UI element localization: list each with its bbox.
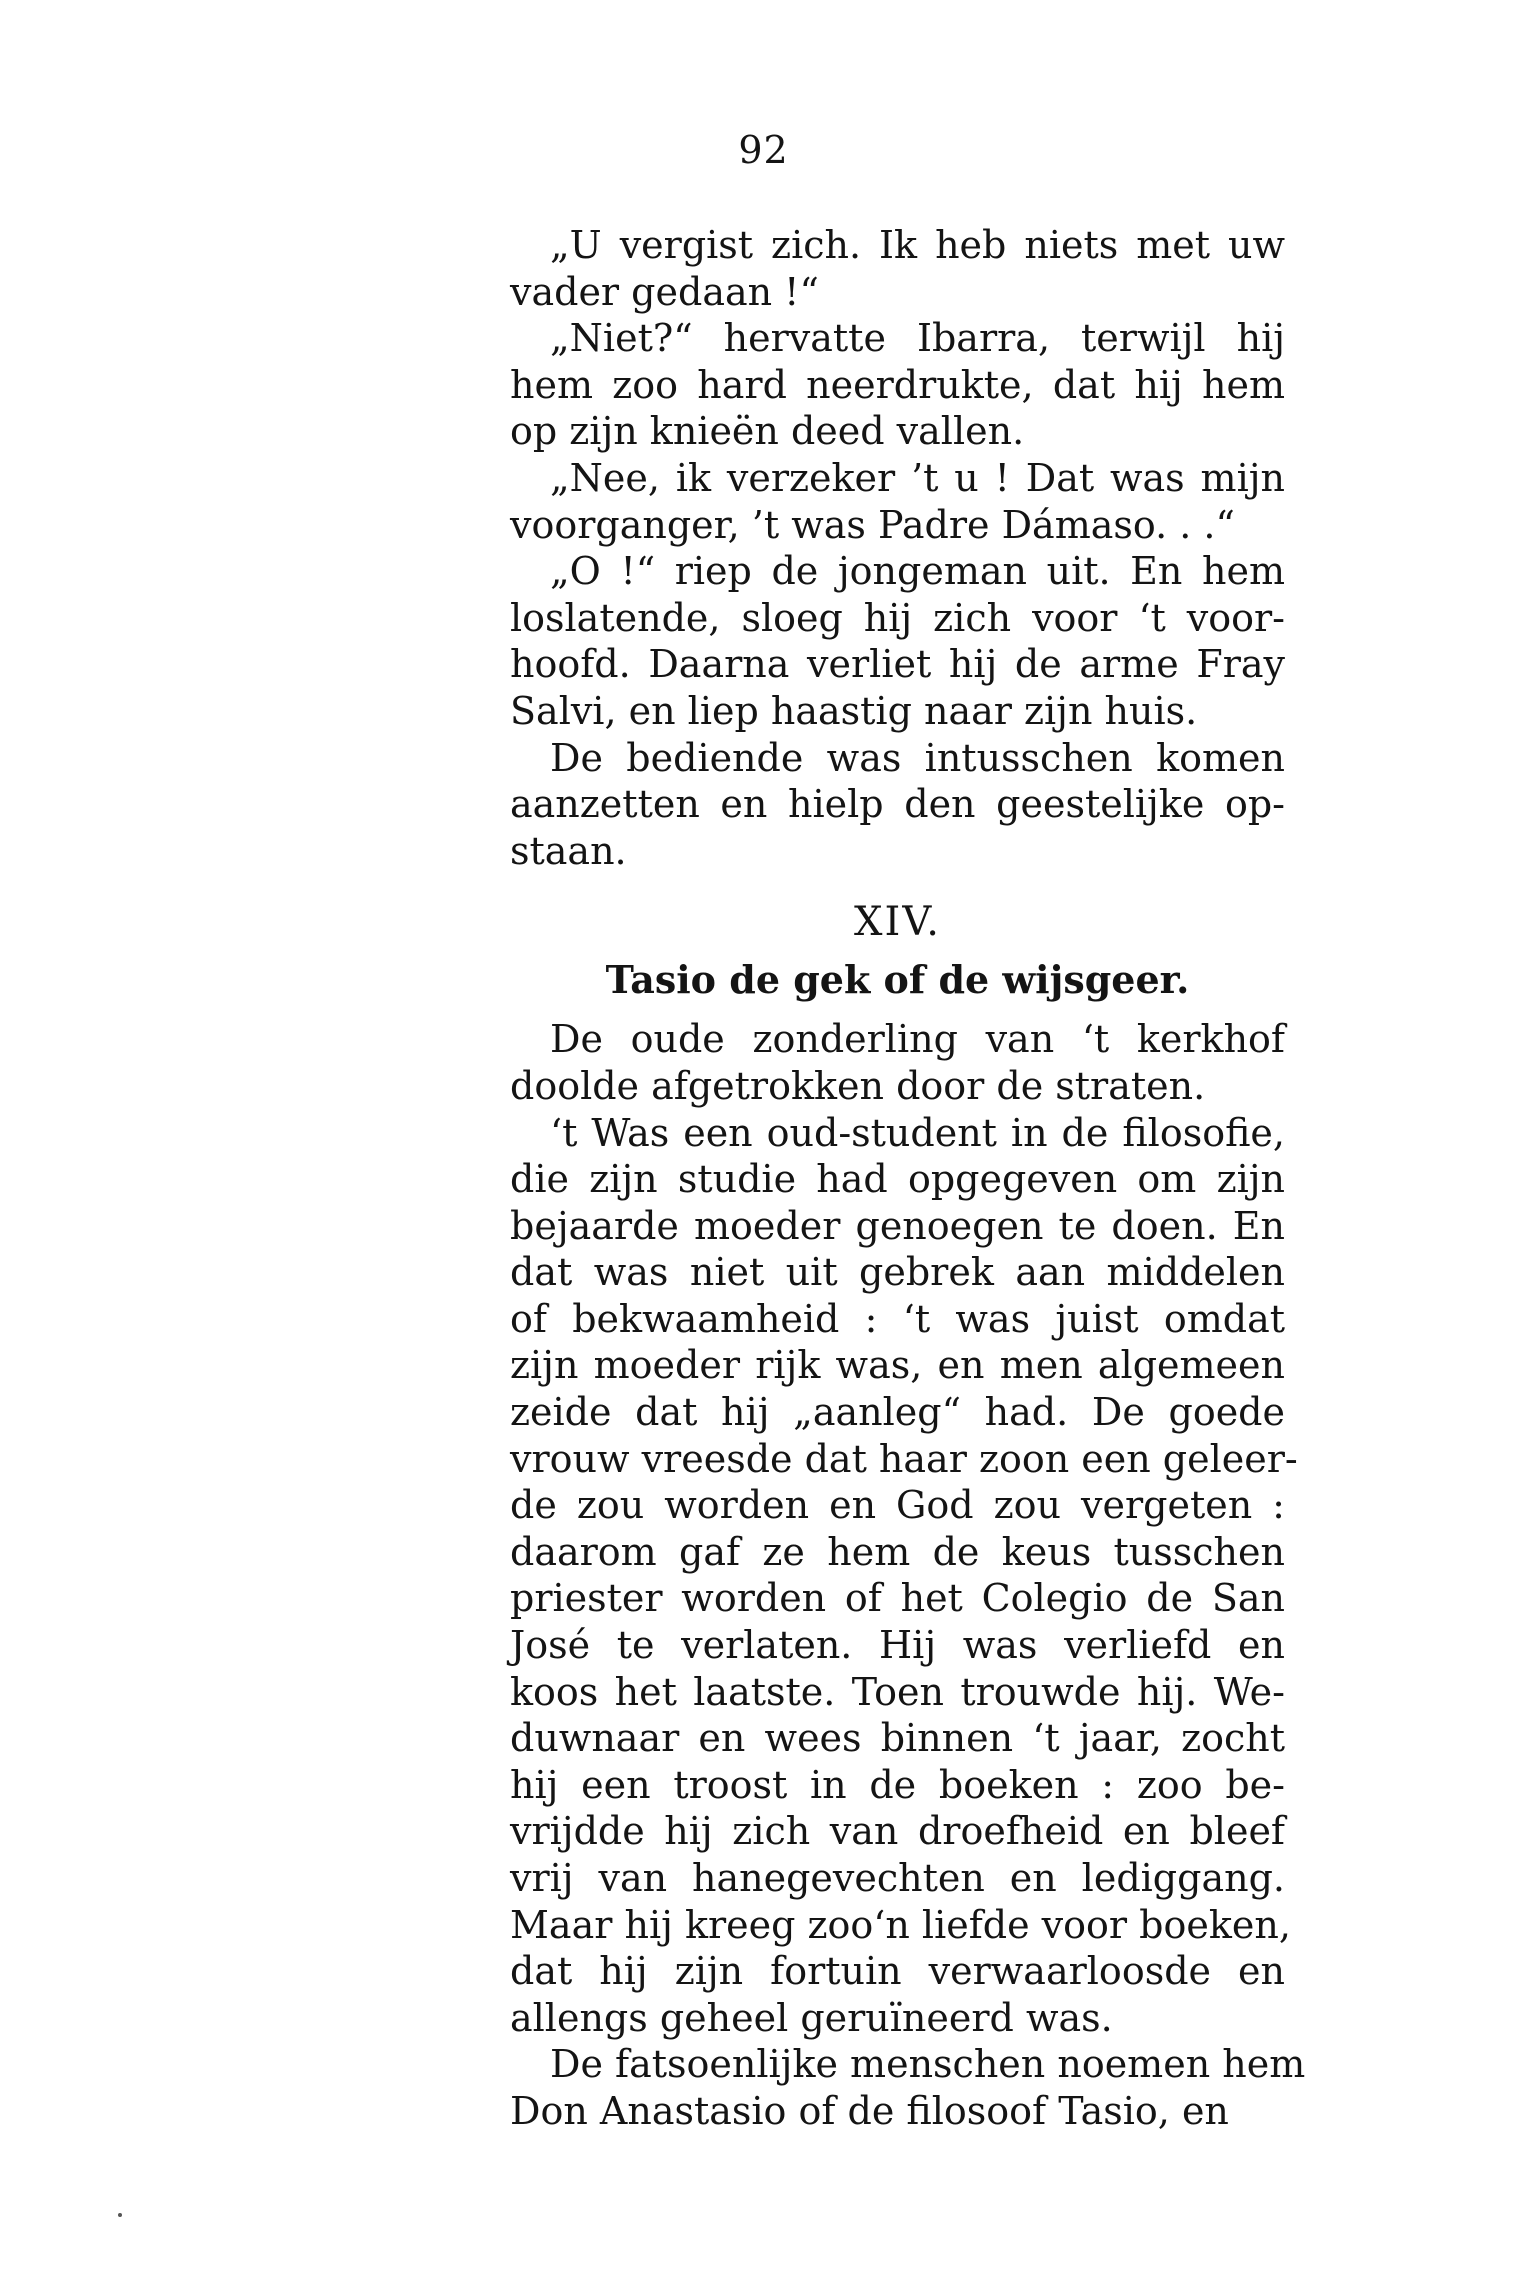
paragraph	[510, 222, 1285, 315]
text-line: De oude zonderling van ‘t kerkhof	[550, 1017, 1285, 1062]
text-line: „Nee, ik verzeker ’t u ! Dat was mijn	[550, 455, 1285, 500]
text-line: vrouw vreesde dat haar zoon een geleer-	[510, 1436, 1298, 1481]
text-line: Don Anastasio of de filosoof Tasio, en	[510, 2088, 1229, 2133]
text-line: „Niet?“ hervatte Ibarra, terwijl hij	[550, 316, 1285, 361]
text-line: De bediende was intusschen komen	[550, 735, 1285, 780]
text-line: hoofd. Daarna verliet hij de arme Fray	[510, 642, 1285, 687]
page-number: 92	[738, 128, 789, 172]
paragraph	[510, 1110, 1298, 2042]
text-line: Maar hij kreeg zoo‘n liefde voor boeken,	[510, 1902, 1291, 1947]
text-line: loslatende, sloeg hij zich voor ‘t voor-	[510, 595, 1285, 640]
scan-speck	[118, 2213, 122, 2217]
text-line: dat was niet uit gebrek aan middelen	[510, 1250, 1285, 1295]
text-line: doolde afgetrokken door de straten.	[510, 1063, 1206, 1108]
text-block	[510, 222, 1306, 2135]
text-line: hij een troost in de boeken : zoo be-	[510, 1762, 1285, 1807]
text-line: zijn moeder rijk was, en men algemeen	[510, 1343, 1285, 1388]
text-line: allengs geheel geruïneerd was.	[510, 1995, 1113, 2040]
text-line: De fatsoenlijke menschen noemen hem	[550, 2042, 1306, 2087]
text-line: dat hij zijn fortuin verwaarloosde en	[510, 1949, 1285, 1994]
paragraph	[510, 2041, 1306, 2134]
text-line: vrij van hanegevechten en lediggang.	[510, 1856, 1285, 1900]
text-line: de zou worden en God zou vergeten :	[510, 1483, 1285, 1528]
text-line: priester worden of het Colegio de San	[510, 1576, 1285, 1621]
text-line: koos het laatste. Toen trouwde hij. We-	[510, 1669, 1285, 1714]
text-line: die zijn studie had opgegeven om zijn	[510, 1157, 1285, 1202]
paragraphs-before	[510, 222, 1285, 874]
text-line: hem zoo hard neerdrukte, dat hij hem	[510, 362, 1285, 407]
paragraph	[510, 315, 1285, 455]
text-line: ‘t Was een oud-student in de filosofie,	[550, 1110, 1285, 1155]
text-line: daarom gaf ze hem de keus tusschen	[510, 1529, 1285, 1574]
text-line: „U vergist zich. Ik heb niets met uw	[550, 223, 1285, 267]
text-line: zeide dat hij „aanleg“ had. De goede	[510, 1390, 1285, 1435]
text-line: of bekwaamheid : ‘t was juist omdat	[510, 1296, 1285, 1341]
text-line: vrijdde hij zich van droefheid en bleef	[510, 1809, 1285, 1854]
text-line: duwnaar en wees binnen ‘t jaar, zocht	[510, 1716, 1285, 1761]
paragraph	[510, 735, 1285, 875]
paragraphs-after	[510, 1016, 1306, 2134]
paragraph	[510, 1016, 1285, 1109]
text-line: José te verlaten. Hij was verliefd en	[510, 1623, 1285, 1668]
chapter-title: Tasio de gek of de wijsgeer.	[605, 957, 1190, 1003]
text-line: staan.	[510, 828, 627, 873]
text-line: op zijn knieën deed vallen.	[510, 409, 1025, 454]
text-line: Salvi, en liep haastig naar zijn huis.	[510, 688, 1198, 733]
paragraph	[510, 455, 1285, 548]
text-line: „O !“ riep de jongeman uit. En hem	[550, 549, 1285, 594]
text-line: bejaarde moeder genoegen te doen. En	[510, 1203, 1285, 1248]
chapter-number: XIV.	[854, 899, 941, 946]
text-line: voorganger, ’t was Padre Dámaso. . .“	[510, 502, 1235, 547]
text-line: vader gedaan !“	[510, 269, 819, 314]
text-line: aanzetten en hielp den geestelijke op-	[510, 782, 1285, 827]
paragraph	[510, 548, 1285, 734]
